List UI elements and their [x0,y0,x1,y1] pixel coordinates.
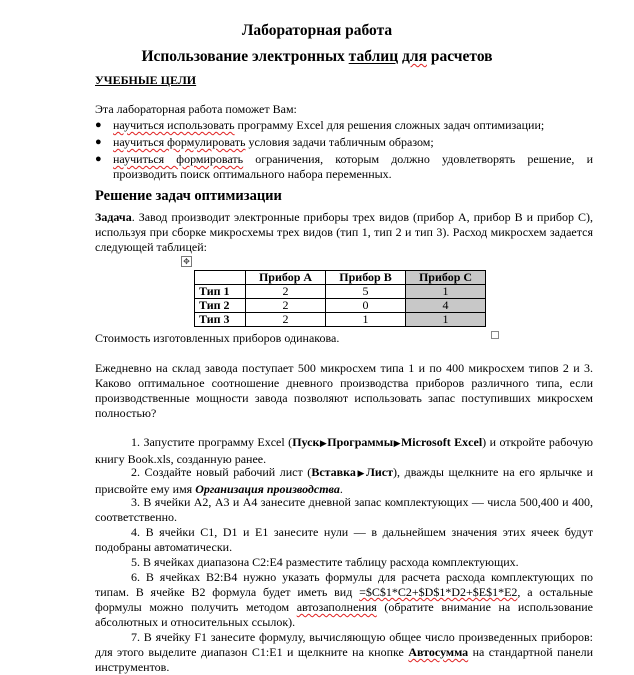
row-header-cell[interactable]: Тип 2 [195,299,246,313]
table-cell[interactable]: 2 [246,285,326,299]
row-header-cell[interactable]: Тип 3 [195,313,246,327]
table-header-cell[interactable]: Прибор А [246,271,326,285]
step-3: 3. В ячейки А2, А3 и А4 занесите дневной запас комплектующих — числа 500,400 и 400, соответственно. [95,495,593,524]
cost-note: Стоимость изготовленных приборов одинакова. [95,331,340,345]
arrow-icon: ▶ [355,469,366,479]
step-4: 4. В ячейки С1, D1 и Е1 занесите нули — в дальнейшем значения этих ячеек будут подобраны автоматически. [95,525,593,554]
bullet-icon: ● [95,119,102,131]
table-header-cell[interactable]: Прибор В [326,271,406,285]
table-cell[interactable]: 5 [326,285,406,299]
document-title: Лабораторная работа [241,22,393,39]
goals-heading: УЧЕБНЫЕ ЦЕЛИ [95,73,197,87]
step-7: 7. В ячейку F1 занесите формулу, вычисляющую общее число произведенных приборов: для этого выделите диапазон С1:Е1 и щелкните на кнопке Автосумма на стандартной панели инструментов. [95,630,593,674]
table-header-cell[interactable]: Прибор С [406,271,486,285]
arrow-icon: ▶ [393,439,401,449]
row-header-cell[interactable]: Тип 1 [195,285,246,299]
table-cell[interactable]: 1 [406,285,486,299]
question-paragraph: Ежедневно на склад завода поступает 500 микросхем типа 1 и по 400 микросхем типов 2 и 3. Каково оптимальное соотношение дневного производства приборов различного типа, если производственные мощности завода позволяют использовать запас поступивших микросхем полностью? [95,361,593,420]
table-cell[interactable]: 1 [326,313,406,327]
table-cell[interactable]: 2 [246,313,326,327]
step-5: 5. В ячейках диапазона С2:Е4 разместите таблицу расхода комплектующих. [131,555,519,569]
table-row [195,285,486,299]
task-paragraph: Задача. Завод производит электронные приборы трех видов (прибор А, прибор В и прибор С), используя при сборке микросхемы трех видов (тип 1, тип 2 и тип 3). Расход микросхем задается следующей таблицей: [95,210,593,254]
table-cell[interactable]: 0 [326,299,406,313]
table-header-row [195,271,486,285]
bullet-icon: ● [95,153,102,165]
goals-list-item: ● научиться формировать ограничения, которым должно удовлетворять решение, и производить поиск оптимального набора переменных. [95,152,593,181]
spellcheck-word: для [402,48,427,65]
consumption-table [194,270,486,327]
section-heading: Решение задач оптимизации [95,188,282,204]
move-handle-icon[interactable]: ✥ [181,256,192,267]
table-cell[interactable]: 4 [406,299,486,313]
table-cell[interactable]: 2 [246,299,326,313]
step-2: 2. Создайте новый рабочий лист (Вставка▶Лист), дважды щелкните на его ярлычке и присвойте ему имя Организация производства. [95,465,594,496]
spellcheck-word: таблиц [348,48,399,65]
goals-list-item: ● научиться формулировать условия задачи табличным образом; [95,135,434,149]
table-row [195,313,486,327]
goals-list-item: ● научиться использовать программу Excel для решения сложных задач оптимизации; [95,118,545,132]
table-row [195,299,486,313]
document-subtitle: Использование электронных таблиц для расчетов [141,48,493,65]
arrow-icon: ▶ [319,439,328,449]
step-1: 1. Запустите программу Excel (Пуск▶Программы▶Microsoft Excel) и откройте рабочую книгу Book.xls, созданную ранее. [95,435,594,466]
bullet-icon: ● [95,136,102,148]
table-cell[interactable]: 1 [406,313,486,327]
step-6: 6. В ячейках В2:В4 нужно указать формулы для расчета расхода комплектующих по типам. В ячейке В2 формула будет иметь вид =$C$1*C2+$D$1*D2+$E$1*E2, а остальные формулы можно получить методом автозаполнения (обратите внимание на использование абсолютных и относительных ссылок). [95,570,594,629]
goals-intro: Эта лабораторная работа поможет Вам: [95,102,297,116]
table-cell[interactable] [195,271,246,285]
